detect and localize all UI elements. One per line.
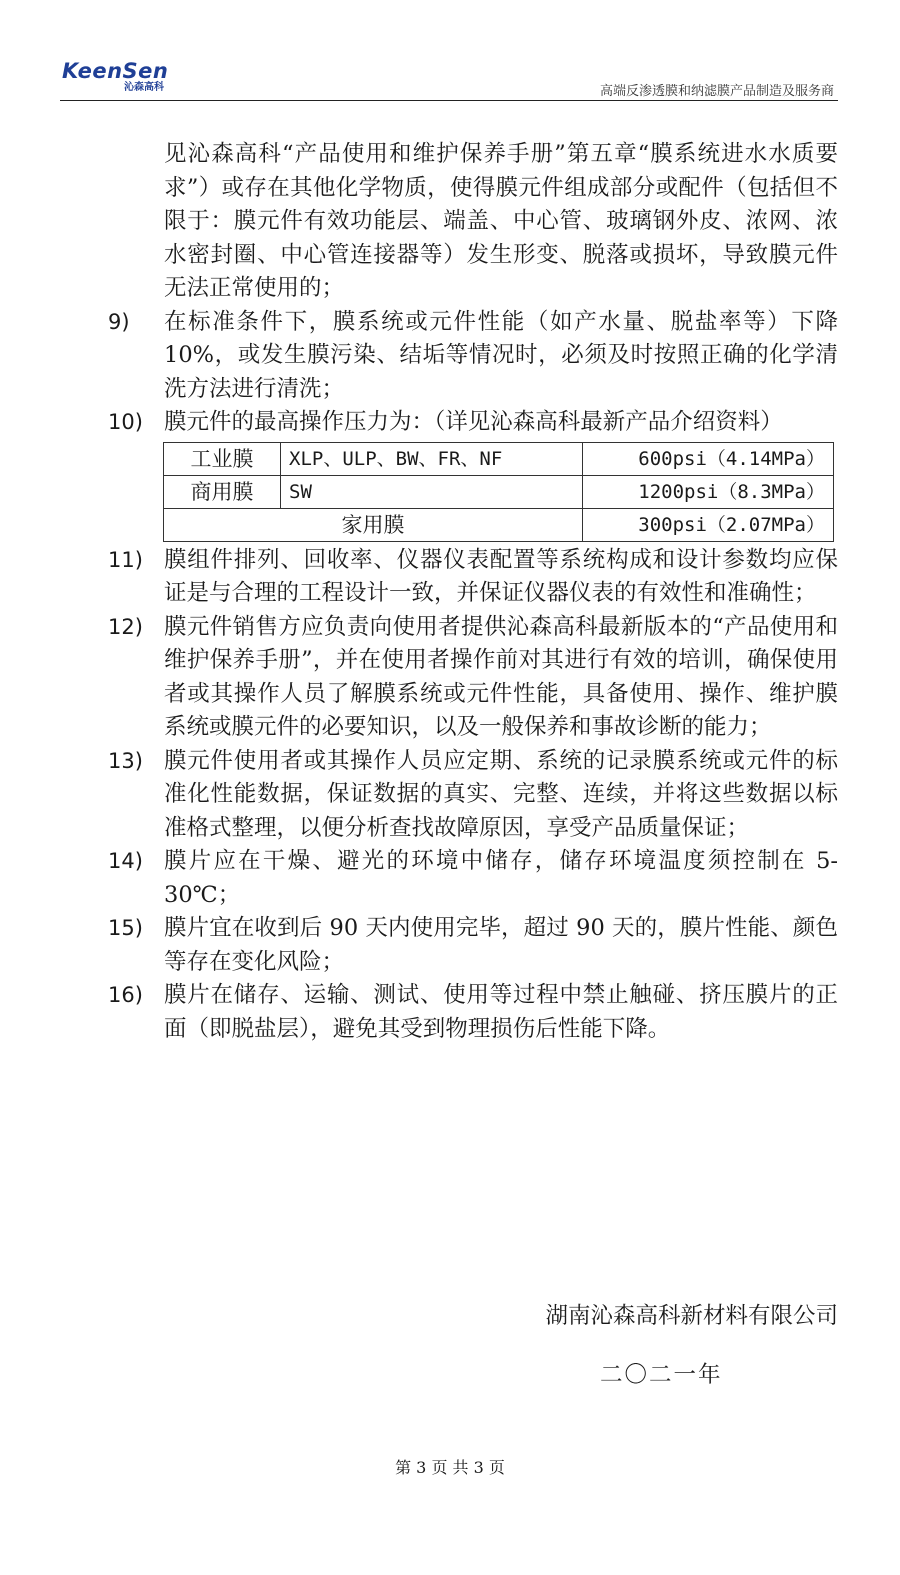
item-text: 膜片宜在收到后 90 天内使用完毕，超过 90 天的，膜片性能、颜色等存在变化风险； bbox=[164, 915, 838, 975]
household-membrane-label: 家用膜 bbox=[164, 508, 583, 541]
commercial-models: SW bbox=[281, 475, 583, 508]
list-item-14 bbox=[108, 845, 838, 912]
item-text: 膜元件销售方应负责向使用者提供沁森高科最新版本的“产品使用和维护保养手册”，并在使用者操作前对其进行有效的培训，确保使用者或其操作人员了解膜系统或元件性能，具备使用、操作、维护膜系统或膜元件的必要知识，以及一般保养和事故诊断的能力； bbox=[164, 613, 838, 740]
list-item-9 bbox=[108, 306, 838, 407]
page-number: 第 3 页 共 3 页 bbox=[395, 1458, 505, 1477]
table-row bbox=[164, 475, 834, 508]
commercial-pressure: 1200psi（8.3MPa） bbox=[583, 475, 834, 508]
logo-wordmark: KeenSen bbox=[62, 59, 169, 83]
item-number: 11) bbox=[108, 547, 143, 572]
commercial-membrane-label: 商用膜 bbox=[164, 475, 281, 508]
company-logo bbox=[62, 60, 192, 94]
intro-paragraph bbox=[108, 138, 838, 306]
header-divider bbox=[60, 100, 838, 101]
list-item-11 bbox=[108, 544, 838, 611]
table-row bbox=[164, 508, 834, 541]
item-text: 膜片在储存、运输、测试、使用等过程中禁止触碰、挤压膜片的正面（即脱盐层），避免其受到物理损伤后性能下降。 bbox=[164, 982, 838, 1042]
item-number: 15) bbox=[108, 916, 143, 940]
item-number: 10) bbox=[108, 410, 143, 434]
list-item-10 bbox=[108, 406, 838, 440]
industrial-models: XLP、ULP、BW、FR、NF bbox=[281, 442, 583, 475]
item-number: 12) bbox=[108, 614, 143, 639]
item-text: 膜元件的最高操作压力为：（详见沁森高科最新产品介绍资料） bbox=[164, 409, 783, 435]
header-tagline: 高端反渗透膜和纳滤膜产品制造及服务商 bbox=[599, 84, 834, 99]
table-row bbox=[164, 442, 834, 475]
item-number: 13) bbox=[108, 748, 143, 773]
industrial-membrane-label: 工业膜 bbox=[164, 442, 281, 475]
signature-company: 湖南沁森高科新材料有限公司 bbox=[545, 1303, 838, 1329]
pressure-table bbox=[163, 442, 834, 542]
intro-text: 见沁森高科“产品使用和维护保养手册”第五章“膜系统进水水质要求”）或存在其他化学物质，使得膜元件组成部分或配件（包括但不限于：膜元件有效功能层、端盖、中心管、玻璃钢外皮、浓网、浓水密封圈、中心管连接器等）发生形变、脱落或损坏，导致膜元件无法正常使用的； bbox=[164, 141, 838, 301]
household-pressure: 300psi（2.07MPa） bbox=[583, 508, 834, 541]
list-item-12 bbox=[108, 611, 838, 745]
item-text: 膜组件排列、回收率、仪器仪表配置等系统构成和设计参数均应保证是与合理的工程设计一致，并保证仪器仪表的有效性和准确性； bbox=[164, 546, 838, 606]
logo-chinese-name: 沁森高科 bbox=[124, 82, 164, 93]
signature-date: 二〇二一年 bbox=[600, 1362, 723, 1388]
item-text: 在标准条件下，膜系统或元件性能（如产水量、脱盐率等）下降 10%，或发生膜污染、结垢等情况时，必须及时按照正确的化学清洗方法进行清洗； bbox=[164, 308, 838, 402]
list-item-13 bbox=[108, 745, 838, 846]
item-number: 9) bbox=[108, 309, 130, 334]
item-number: 16) bbox=[108, 983, 143, 1007]
industrial-pressure: 600psi（4.14MPa） bbox=[583, 442, 834, 475]
page-header bbox=[60, 56, 838, 100]
item-text: 膜元件使用者或其操作人员应定期、系统的记录膜系统或元件的标准化性能数据，保证数据的真实、完整、连续，并将这些数据以标准格式整理，以便分析查找故障原因，享受产品质量保证； bbox=[164, 747, 838, 841]
list-item-15 bbox=[108, 912, 838, 979]
item-number: 14) bbox=[108, 849, 143, 873]
document-body bbox=[108, 138, 838, 1046]
item-text: 膜片应在干燥、避光的环境中储存，储存环境温度须控制在 5-30℃； bbox=[164, 848, 838, 908]
list-item-16 bbox=[108, 979, 838, 1046]
